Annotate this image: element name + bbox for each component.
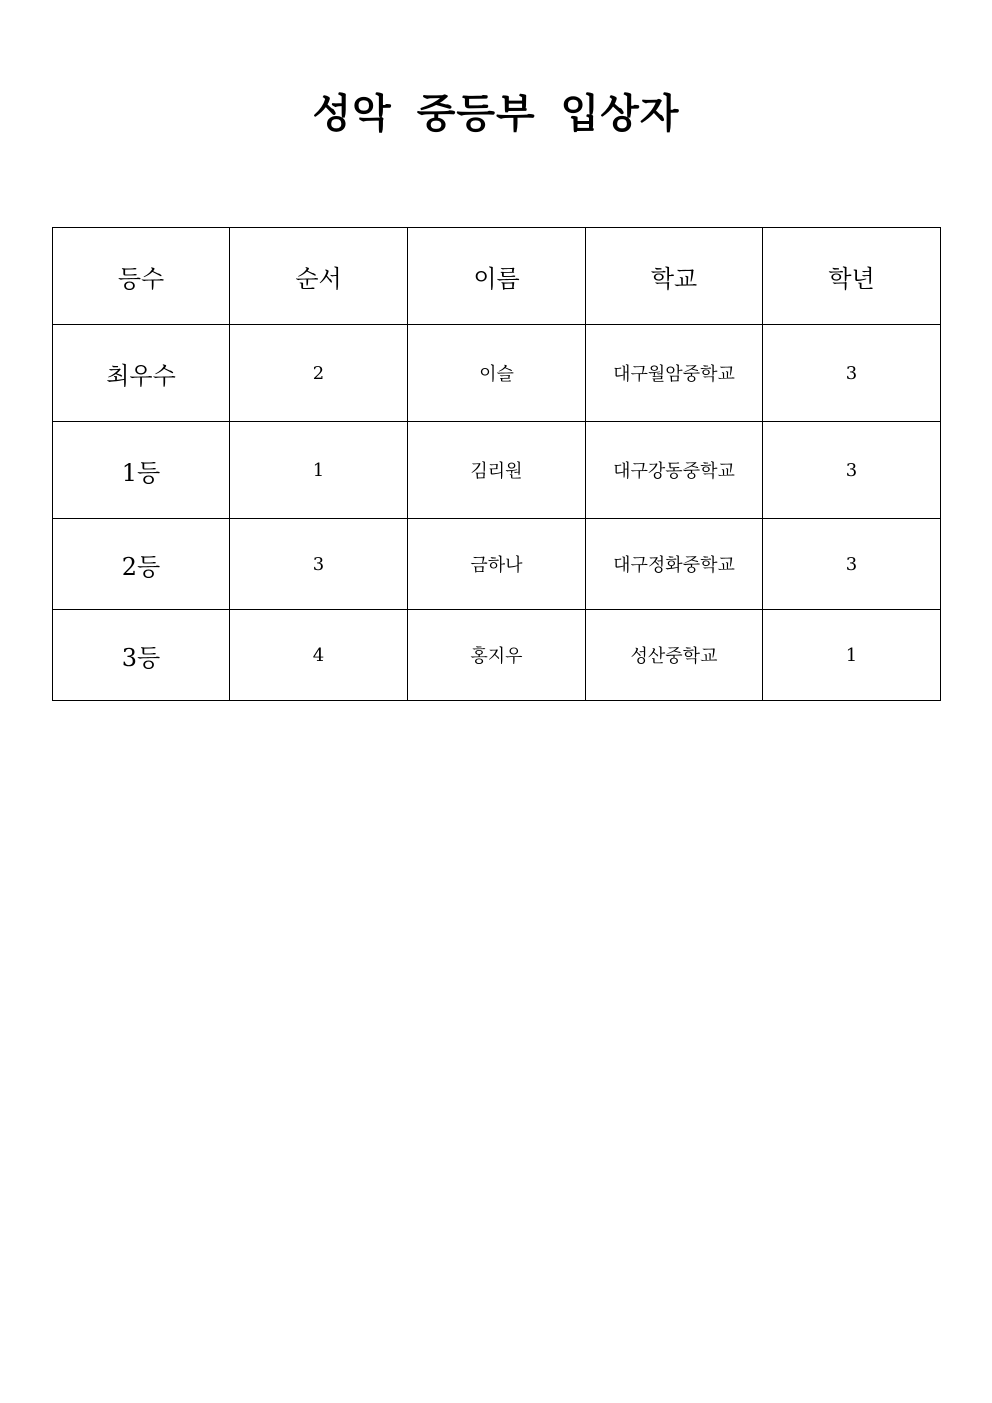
name-cell: 금하나: [408, 519, 586, 610]
school-cell: 대구강동중학교: [586, 422, 763, 519]
school-cell: 성산중학교: [586, 610, 763, 701]
table-header-row: [53, 228, 941, 325]
table-row: [53, 422, 941, 519]
rank-cell: 2등: [53, 519, 230, 610]
grade-cell: 3: [763, 422, 941, 519]
order-cell: 4: [230, 610, 408, 701]
school-cell: 대구월암중학교: [586, 325, 763, 422]
grade-cell: 3: [763, 325, 941, 422]
column-header-name: 이름: [408, 228, 586, 325]
name-cell: 홍지우: [408, 610, 586, 701]
column-header-order: 순서: [230, 228, 408, 325]
winners-table: [52, 227, 941, 701]
column-header-grade: 학년: [763, 228, 941, 325]
school-cell: 대구정화중학교: [586, 519, 763, 610]
page-title: 성악 중등부 입상자: [312, 90, 680, 137]
rank-cell: 1등: [53, 422, 230, 519]
grade-cell: 1: [763, 610, 941, 701]
order-cell: 1: [230, 422, 408, 519]
column-header-school: 학교: [586, 228, 763, 325]
name-cell: 이슬: [408, 325, 586, 422]
column-header-rank: 등수: [53, 228, 230, 325]
name-cell: 김리원: [408, 422, 586, 519]
rank-cell: 최우수: [53, 325, 230, 422]
rank-cell: 3등: [53, 610, 230, 701]
order-cell: 2: [230, 325, 408, 422]
table-row: [53, 519, 941, 610]
order-cell: 3: [230, 519, 408, 610]
table-row: [53, 325, 941, 422]
grade-cell: 3: [763, 519, 941, 610]
table-row: [53, 610, 941, 701]
